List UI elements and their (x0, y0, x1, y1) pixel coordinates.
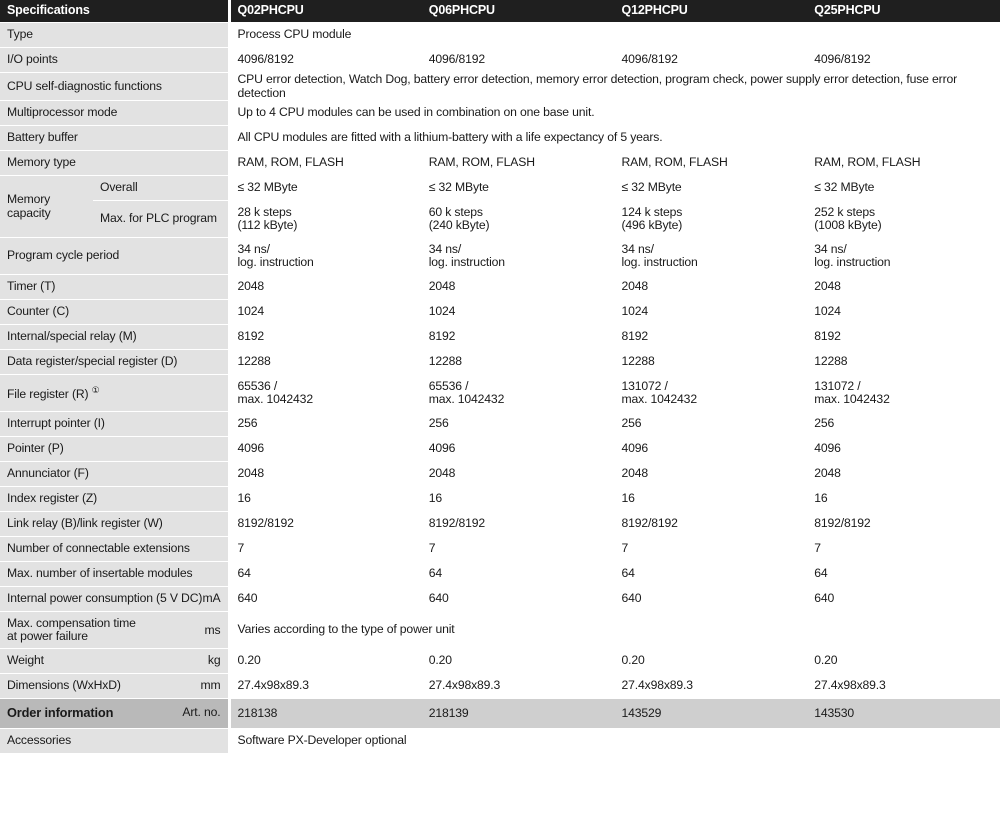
cell-line: 34 ns/ (237, 241, 270, 256)
cell-line: 131072 / (621, 378, 668, 393)
cell (422, 375, 615, 412)
cell: 0.20 (615, 649, 808, 674)
row-cycle-period (0, 238, 1000, 275)
cell (807, 201, 1000, 238)
unit-label: mA (202, 591, 221, 606)
row-label: Internal/special relay (M) (0, 325, 229, 350)
cell: 4096 (615, 437, 808, 462)
row-pointer (0, 437, 1000, 462)
row-label: Accessories (0, 729, 229, 754)
cell: 7 (229, 537, 422, 562)
row-value: Software PX-Developer optional (229, 729, 1000, 754)
cell: 64 (229, 562, 422, 587)
cell: 143530 (807, 699, 1000, 729)
cell: ≤ 32 MByte (422, 176, 615, 201)
row-value: Up to 4 CPU modules can be used in combination on one base unit. (229, 101, 1000, 126)
cell: 12288 (615, 350, 808, 375)
cell: 4096/8192 (422, 48, 615, 73)
cell-line: 60 k steps (428, 204, 483, 219)
row-label: Max. number of insertable modules (0, 562, 229, 587)
cell: 8192 (229, 325, 422, 350)
cell: ≤ 32 MByte (229, 176, 422, 201)
cell: 2048 (229, 462, 422, 487)
model-q06phcpu: Q06PHCPU (422, 0, 615, 23)
cell (615, 238, 808, 275)
row-label: Type (0, 23, 229, 48)
cell: 218138 (229, 699, 422, 729)
cell: 64 (807, 562, 1000, 587)
cell: 64 (422, 562, 615, 587)
cell: 4096 (229, 437, 422, 462)
model-q25phcpu: Q25PHCPU (807, 0, 1000, 23)
cell: 27.4x98x89.3 (229, 674, 422, 699)
label-text: Max. compensation time (7, 615, 136, 630)
cell: 0.20 (422, 649, 615, 674)
row-relay (0, 325, 1000, 350)
cell: 64 (615, 562, 808, 587)
cell: 1024 (422, 300, 615, 325)
cell: 8192/8192 (807, 512, 1000, 537)
header-row (0, 0, 1000, 23)
unit-label: mm (200, 678, 221, 693)
cell (807, 375, 1000, 412)
model-q02phcpu: Q02PHCPU (229, 0, 422, 23)
cell: 0.20 (229, 649, 422, 674)
cell: 2048 (422, 275, 615, 300)
cell: 16 (807, 487, 1000, 512)
row-label: Battery buffer (0, 126, 229, 151)
label-text: File register (R) (7, 387, 89, 402)
cell-line: 65536 / (237, 378, 278, 393)
cell: 2048 (229, 275, 422, 300)
row-memory-overall (0, 176, 1000, 201)
row-label (0, 612, 229, 649)
cell: ≤ 32 MByte (807, 176, 1000, 201)
cell-line: (112 kByte) (237, 218, 298, 232)
row-battery (0, 126, 1000, 151)
row-label (0, 649, 229, 674)
cell: 1024 (229, 300, 422, 325)
cell-line: 28 k steps (237, 204, 292, 219)
row-file-register (0, 375, 1000, 412)
row-value: All CPU modules are fitted with a lithium-battery with a life expectancy of 5 years. (229, 126, 1000, 151)
row-label (0, 699, 229, 729)
cell: 256 (615, 412, 808, 437)
cell-line: max. 1042432 (814, 392, 890, 406)
cell: 256 (422, 412, 615, 437)
row-modules (0, 562, 1000, 587)
row-value: Varies according to the type of power unit (229, 612, 1000, 649)
row-counter (0, 300, 1000, 325)
cell (422, 201, 615, 238)
row-label: Overall (93, 176, 229, 201)
row-diagnostics (0, 73, 1000, 101)
row-memory-plc (0, 201, 1000, 238)
cell (422, 238, 615, 275)
row-label: Link relay (B)/link register (W) (0, 512, 229, 537)
row-type (0, 23, 1000, 48)
cell: 16 (615, 487, 808, 512)
cell: 2048 (422, 462, 615, 487)
cell-line: log. instruction (428, 255, 505, 269)
cell: 8192/8192 (229, 512, 422, 537)
cell: RAM, ROM, FLASH (807, 151, 1000, 176)
cell: 27.4x98x89.3 (807, 674, 1000, 699)
cell-line: 34 ns/ (621, 241, 654, 256)
cell: 4096/8192 (807, 48, 1000, 73)
row-link-relay (0, 512, 1000, 537)
cell (229, 375, 422, 412)
row-data-register (0, 350, 1000, 375)
row-timer (0, 275, 1000, 300)
row-multiprocessor (0, 101, 1000, 126)
cell-line: (1008 kByte) (814, 218, 882, 232)
cell: 4096 (422, 437, 615, 462)
cell: 16 (422, 487, 615, 512)
cell: 256 (807, 412, 1000, 437)
cell-line: 34 ns/ (814, 241, 847, 256)
cell: 8192/8192 (615, 512, 808, 537)
cell: 4096/8192 (615, 48, 808, 73)
cell-line: (496 kByte) (621, 218, 683, 232)
cell: 2048 (807, 275, 1000, 300)
row-label: Multiprocessor mode (0, 101, 229, 126)
cell: 12288 (229, 350, 422, 375)
cell: 7 (807, 537, 1000, 562)
cell: 640 (615, 587, 808, 612)
label-text: Dimensions (WxHxD) (7, 678, 121, 693)
group-line: Memory (7, 192, 51, 206)
cell: 4096/8192 (229, 48, 422, 73)
cell: 7 (615, 537, 808, 562)
row-order-information (0, 699, 1000, 729)
cell-line: (240 kByte) (428, 218, 490, 232)
cell: 2048 (615, 462, 808, 487)
label-text: Order information (7, 705, 114, 721)
cell: ≤ 32 MByte (615, 176, 808, 201)
cell: 8192 (807, 325, 1000, 350)
row-compensation-time (0, 612, 1000, 649)
cell: 2048 (807, 462, 1000, 487)
cell: RAM, ROM, FLASH (615, 151, 808, 176)
cell: 7 (422, 537, 615, 562)
cell-line: max. 1042432 (621, 392, 697, 406)
row-accessories (0, 729, 1000, 754)
row-interrupt-pointer (0, 412, 1000, 437)
row-label: Pointer (P) (0, 437, 229, 462)
cell: 8192 (615, 325, 808, 350)
spec-header: Specifications (0, 0, 229, 23)
cell-line: 131072 / (814, 378, 861, 393)
row-extensions (0, 537, 1000, 562)
cell-line: 124 k steps (621, 204, 683, 219)
label-text: Internal power consumption (5 V DC) (7, 591, 203, 606)
cell-line: 34 ns/ (428, 241, 462, 256)
row-label: Annunciator (F) (0, 462, 229, 487)
cell: 2048 (615, 275, 808, 300)
row-value: Process CPU module (229, 23, 1000, 48)
cell: 4096 (807, 437, 1000, 462)
cell: 27.4x98x89.3 (422, 674, 615, 699)
row-label: Program cycle period (0, 238, 229, 275)
cell: 0.20 (807, 649, 1000, 674)
cell-line: max. 1042432 (237, 392, 313, 406)
row-label: Number of connectable extensions (0, 537, 229, 562)
row-label: Counter (C) (0, 300, 229, 325)
row-label (0, 587, 229, 612)
cell (229, 201, 422, 238)
row-label (0, 674, 229, 699)
label-text: at power failure (7, 629, 88, 643)
model-q12phcpu: Q12PHCPU (615, 0, 808, 23)
cell: RAM, ROM, FLASH (422, 151, 615, 176)
row-label: I/O points (0, 48, 229, 73)
row-power-consumption (0, 587, 1000, 612)
row-label: Interrupt pointer (I) (0, 412, 229, 437)
row-index-register (0, 487, 1000, 512)
cell-line: log. instruction (237, 255, 314, 269)
cell: 1024 (807, 300, 1000, 325)
row-label: CPU self-diagnostic functions (0, 73, 229, 101)
cell: 8192 (422, 325, 615, 350)
row-value: CPU error detection, Watch Dog, battery error detection, memory error detection, program check, power supply error detection, fuse error detection (229, 73, 1000, 101)
cell: 8192/8192 (422, 512, 615, 537)
memory-capacity-group (0, 176, 93, 238)
cell: 16 (229, 487, 422, 512)
group-line: capacity (7, 205, 51, 220)
row-label: Timer (T) (0, 275, 229, 300)
cell (229, 238, 422, 275)
cell: 27.4x98x89.3 (615, 674, 808, 699)
row-label: Index register (Z) (0, 487, 229, 512)
unit-label: Art. no. (182, 705, 221, 720)
footnote-marker: ① (91, 385, 100, 396)
row-dimensions (0, 674, 1000, 699)
row-label: Max. for PLC program (93, 201, 229, 238)
cell: 1024 (615, 300, 808, 325)
cell: 218139 (422, 699, 615, 729)
cell: 143529 (615, 699, 808, 729)
cell-line: max. 1042432 (428, 392, 505, 406)
cell: 640 (422, 587, 615, 612)
cell: 256 (229, 412, 422, 437)
cell-line: 65536 / (428, 378, 469, 393)
unit-label: ms (204, 622, 221, 637)
cell-line: log. instruction (621, 255, 698, 269)
row-weight (0, 649, 1000, 674)
cell (615, 375, 808, 412)
unit-label: kg (207, 653, 221, 668)
cell: 640 (807, 587, 1000, 612)
row-label (0, 375, 229, 412)
row-label: Data register/special register (D) (0, 350, 229, 375)
cell: 640 (229, 587, 422, 612)
row-io-points (0, 48, 1000, 73)
row-label: Memory type (0, 151, 229, 176)
cell: 12288 (807, 350, 1000, 375)
cell (807, 238, 1000, 275)
row-annunciator (0, 462, 1000, 487)
cell: 12288 (422, 350, 615, 375)
cell: RAM, ROM, FLASH (229, 151, 422, 176)
cell (615, 201, 808, 238)
cell-line: 252 k steps (814, 204, 875, 219)
row-memory-type (0, 151, 1000, 176)
cell-line: log. instruction (814, 255, 891, 269)
label-text: Weight (7, 653, 44, 668)
